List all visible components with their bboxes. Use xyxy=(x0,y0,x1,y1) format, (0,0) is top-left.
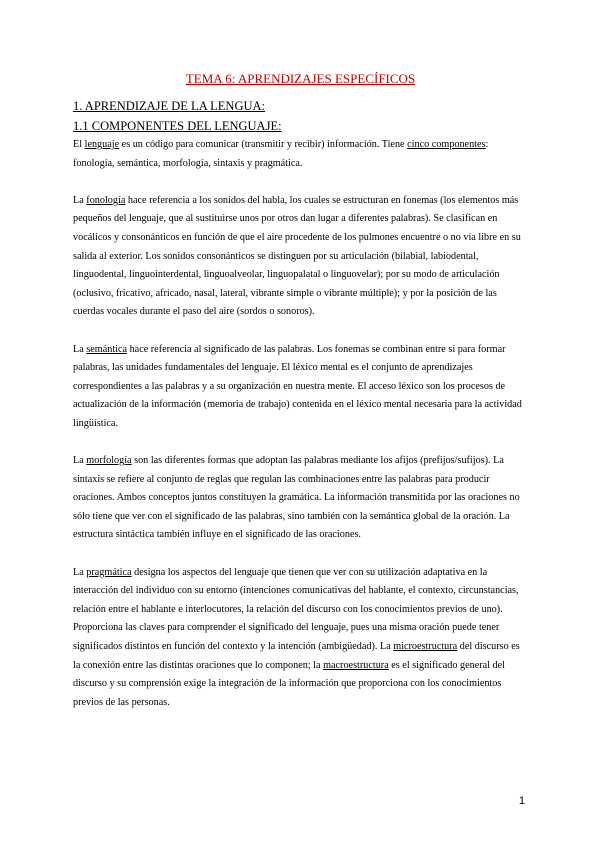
underlined-term: semántica xyxy=(86,343,128,355)
text-segment: es un código para comunicar (transmitir y recibir) información. Tiene xyxy=(119,139,408,150)
paragraph-fonologia xyxy=(73,192,528,322)
underlined-term: cinco componentes xyxy=(407,139,486,150)
text-segment: designa los aspectos del lenguaje que tienen que ver con su utilización adaptativa en la interacción del individuo con su entorno (intenciones comunicativas del hablante, el contexto, circunstancias, relación entre el hablante e interlocutores, la relación del discurso con los conocimientos previos de uno). Proporciona las claves para comprender el significado del lenguaje, pues una misma oración puede tener significados distintos en función del contexto y la intención (ambigüedad). La xyxy=(73,566,519,653)
text-segment: : fonología, semántica, morfología, sintaxis y pragmática. xyxy=(73,139,489,169)
page-number: 1 xyxy=(518,795,525,807)
text-segment: La xyxy=(73,343,87,355)
paragraph-lenguaje xyxy=(73,136,528,173)
document-page xyxy=(73,70,528,712)
paragraph-semantica xyxy=(73,341,528,434)
underlined-term: macroestructura xyxy=(323,659,389,671)
text-segment: La xyxy=(73,194,87,206)
underlined-term: fonología xyxy=(86,194,126,206)
underlined-term: lenguaje xyxy=(84,139,120,150)
text-segment: hace referencia a los sonidos del habla, los cuales se estructuran en fonemas (los elementos más pequeños del lenguaje, que al sustituirse unos por otros dan lugar a diferentes palabras). Se clasifican en vocálicos y consonánticos en función de que el aire procedente de los pulmones encuentre o no vía libre en su salida al exterior. Los sonidos consonánticos se distinguen por su articulación (bilabial, labiodental, linguodental, linguointerdental, linguoalveolar, linguopalatal o linguovelar); por su modo de articulación (oclusivo, fricativo, africado, nasal, lateral, vibrante simple o vibrante múltiple); y por la posición de las cuerdas vocales durante el paso del aire (sordos o sonoros). xyxy=(73,194,521,318)
text-segment: hace referencia al significado de las palabras. Los fonemas se combinan entre sí para formar palabras, las unidades fundamentales del lenguaje. El léxico mental es el conjunto de aprendizajes correspondientes a las palabras y a su organización en nuestra mente. El acceso léxico son los procesos de actualización de la información (memoria de trabajo) contenida en el léxico mental necesaria para la actividad lingüística. xyxy=(73,343,522,429)
document-title: TEMA 6: APRENDIZAJES ESPECÍFICOS xyxy=(185,71,416,86)
text-segment: La xyxy=(73,455,87,467)
underlined-term: morfología xyxy=(86,455,132,467)
subsection-heading: 1.1 COMPONENTES DEL LENGUAJE: xyxy=(73,119,282,133)
text-segment: La xyxy=(73,566,87,578)
underlined-term: microestructura xyxy=(393,641,458,653)
section-heading: 1. APRENDIZAJE DE LA LENGUA: xyxy=(73,99,266,113)
text-segment: del discurso es la conexión entre las distintas oraciones que lo componen; la xyxy=(73,641,520,671)
text-segment: El xyxy=(73,139,85,150)
text-segment: son las diferentes formas que adoptan las palabras mediante los afijos (prefijos/sufijos). La sintaxis se refiere al conjunto de reglas que regulan las combinaciones entre las palabras para producir oraciones. Ambos conceptos juntos constituyen la gramática. La información transmitida por las oraciones no sólo tiene que ver con el significado de las palabras, sino también con la semántica global de la oración. La estructura sintáctica también influye en el significado de las oraciones. xyxy=(73,455,520,541)
underlined-term: pragmática xyxy=(86,566,132,578)
text-segment: es el significado general del discurso y su comprensión exige la integración de la información que proporciona con los conocimientos previos de las personas. xyxy=(73,659,505,708)
paragraph-morfologia xyxy=(73,452,528,545)
paragraph-pragmatica xyxy=(73,564,528,713)
